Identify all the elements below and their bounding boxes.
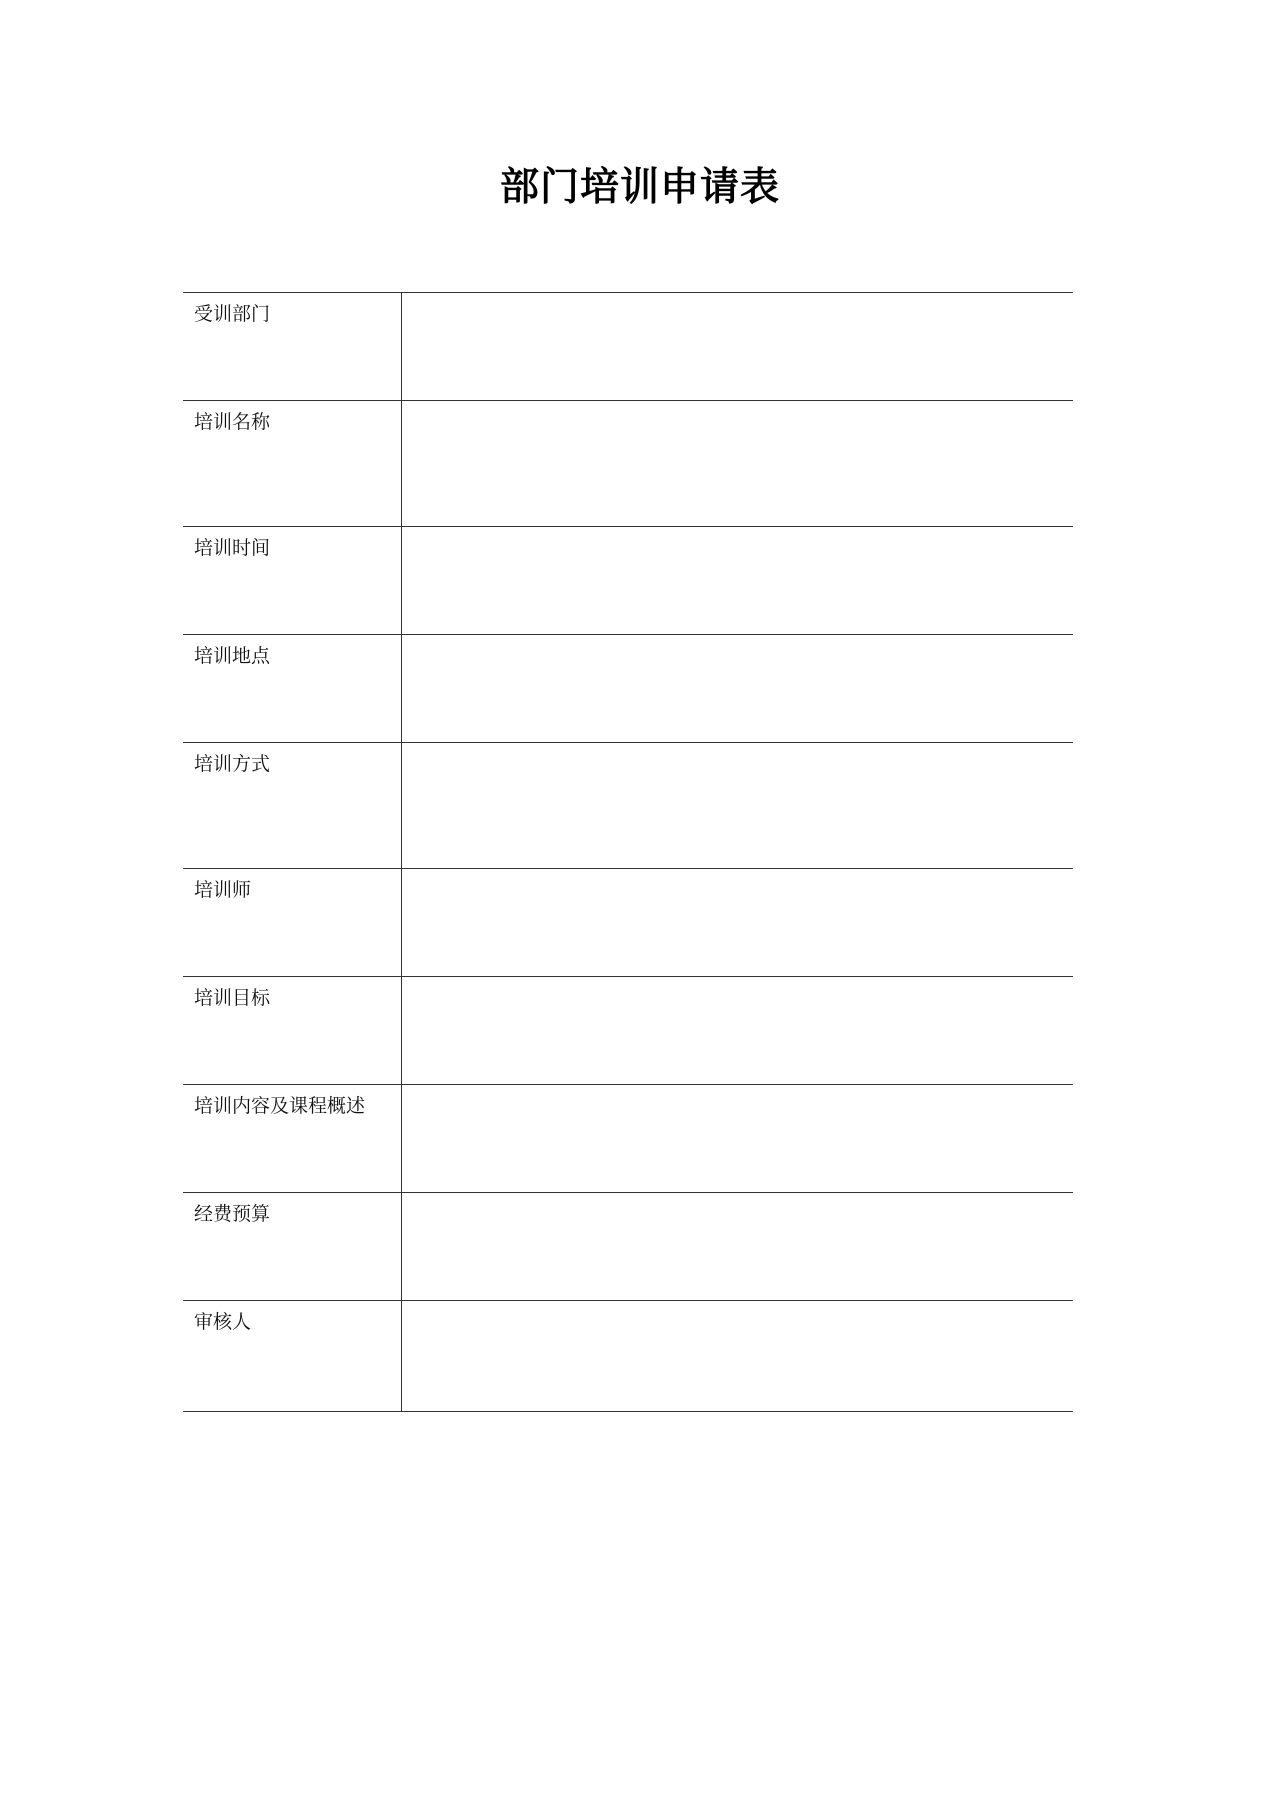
label-training-time: 培训时间 <box>183 527 401 635</box>
form-row-training-name <box>183 401 1073 527</box>
label-department: 受训部门 <box>183 293 401 401</box>
form-row-training-goal <box>183 977 1073 1085</box>
field-department[interactable] <box>401 293 1073 401</box>
label-budget: 经费预算 <box>183 1193 401 1301</box>
form-row-training-location <box>183 635 1073 743</box>
label-training-location: 培训地点 <box>183 635 401 743</box>
form-row-reviewer <box>183 1301 1073 1412</box>
page-title: 部门培训申请表 <box>499 165 780 210</box>
label-training-goal: 培训目标 <box>183 977 401 1085</box>
label-trainer: 培训师 <box>183 869 401 977</box>
label-course-content: 培训内容及课程概述 <box>183 1085 401 1193</box>
field-budget[interactable] <box>401 1193 1073 1301</box>
form-row-training-time <box>183 527 1073 635</box>
form-row-training-method <box>183 743 1073 869</box>
field-training-location[interactable] <box>401 635 1073 743</box>
field-training-method[interactable] <box>401 743 1073 869</box>
form-row-department <box>183 293 1073 401</box>
field-trainer[interactable] <box>401 869 1073 977</box>
label-training-name: 培训名称 <box>183 401 401 527</box>
form-row-course-content <box>183 1085 1073 1193</box>
field-course-content[interactable] <box>401 1085 1073 1193</box>
form-row-trainer <box>183 869 1073 977</box>
field-training-goal[interactable] <box>401 977 1073 1085</box>
field-reviewer[interactable] <box>401 1301 1073 1412</box>
field-training-name[interactable] <box>401 401 1073 527</box>
label-training-method: 培训方式 <box>183 743 401 869</box>
training-application-form <box>183 292 1073 1412</box>
label-reviewer: 审核人 <box>183 1301 401 1412</box>
field-training-time[interactable] <box>401 527 1073 635</box>
form-row-budget <box>183 1193 1073 1301</box>
